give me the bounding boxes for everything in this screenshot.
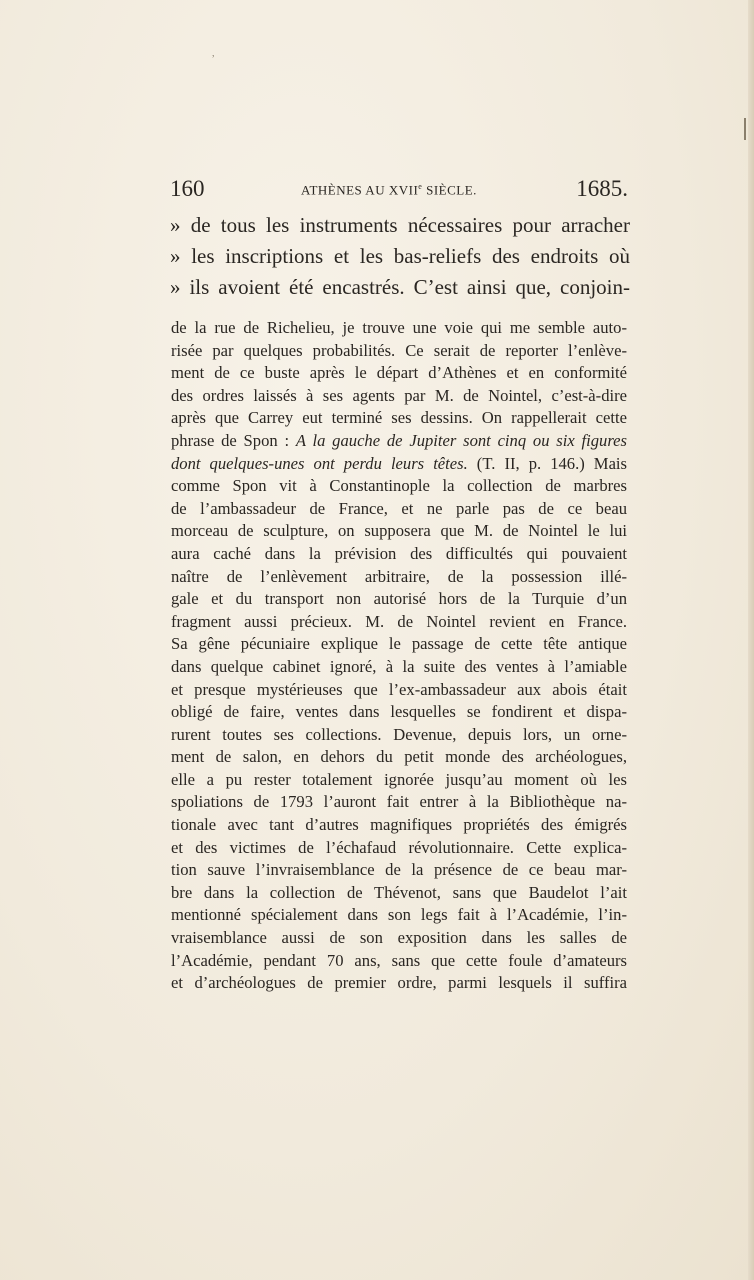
- text-line: [171, 453, 627, 476]
- text-line: [171, 746, 627, 769]
- header-year: 1685.: [576, 176, 628, 201]
- text-segment: gale et du transport non autorisé hors de la Turquie d’un: [171, 589, 627, 609]
- text-segment: naître de l’enlèvement arbitraire, de la possession illé-: [171, 566, 627, 586]
- text-line: [171, 475, 627, 498]
- quote-line: » ils avoient été encastrés. C’est ainsi que, conjoin-: [170, 275, 630, 299]
- text-segment: aura caché dans la prévision des difficultés qui pouvaient: [171, 543, 627, 563]
- running-title: ATHÈNES AU XVIIe SIÈCLE.: [301, 182, 477, 198]
- text-segment: vraisemblance aussi de son exposition dans les salles de: [171, 928, 627, 948]
- text-segment: phrase de Spon :: [171, 430, 296, 450]
- text-segment: et presque mystérieuses que l’ex-ambassadeur aux abois était: [171, 679, 627, 699]
- body-text: [171, 317, 627, 995]
- text-line: [171, 385, 627, 408]
- text-segment: mentionné spécialement dans son legs fait à l’Académie, l’in-: [171, 905, 627, 925]
- text-segment: tionale avec tant d’autres magnifiques propriétés des émigrés: [171, 815, 627, 835]
- text-line: [171, 520, 627, 543]
- text-line: [171, 566, 627, 589]
- text-line: [171, 633, 627, 656]
- text-line: [171, 611, 627, 634]
- text-segment: morceau de sculpture, on supposera que M. de Nointel le lui: [171, 521, 627, 541]
- text-segment: ment de salon, en dehors du petit monde des archéologues,: [171, 747, 627, 767]
- quote-line: » de tous les instruments nécessaires pour arracher: [170, 213, 630, 237]
- text-segment: fragment aussi précieux. M. de Nointel revient en France.: [171, 611, 627, 631]
- quotation-block: [170, 210, 630, 303]
- text-segment: obligé de faire, ventes dans lesquelles se fondirent et dispa-: [171, 702, 627, 722]
- text-segment: comme Spon vit à Constantinople la collection de marbres: [171, 476, 627, 496]
- text-segment: de la rue de Richelieu, je trouve une voie qui me semble auto-: [171, 318, 627, 337]
- text-segment: rurent toutes ses collections. Devenue, depuis lors, un orne-: [171, 724, 627, 744]
- text-segment: spoliations de 1793 l’auront fait entrer à la Bibliothèque na-: [171, 792, 627, 812]
- text-segment: des ordres laissés à ses agents par M. de Nointel, c’est-à-dire: [171, 385, 627, 405]
- text-line: [171, 882, 627, 905]
- text-segment: l’Académie, pendant 70 ans, sans que cette foule d’amateurs: [171, 950, 627, 970]
- text-segment: tion sauve l’invraisemblance de la présence de ce beau mar-: [171, 860, 627, 880]
- text-line: [171, 904, 627, 927]
- text-line: [171, 950, 627, 973]
- text-segment: Sa gêne pécuniaire explique le passage de cette tête antique: [171, 634, 627, 654]
- text-line: [171, 837, 627, 860]
- text-line: [171, 430, 627, 453]
- page-edge: [748, 0, 754, 1280]
- text-segment: elle a pu rester totalement ignorée jusqu’au moment où les: [171, 769, 627, 789]
- text-segment: risée par quelques probabilités. Ce serait de reporter l’enlève-: [171, 340, 627, 360]
- quote-line: » les inscriptions et les bas-reliefs des endroits où: [170, 244, 630, 268]
- margin-mark: [744, 118, 746, 140]
- pencil-mark: ,: [212, 48, 215, 59]
- text-line: [171, 859, 627, 882]
- text-segment: après que Carrey eut terminé ses dessins. On rappellerait cette: [171, 408, 627, 428]
- text-segment: (T. II, p. 146.) Mais: [467, 453, 627, 473]
- text-line: [171, 656, 627, 679]
- text-line: [171, 679, 627, 702]
- text-line: [171, 498, 627, 521]
- text-segment: dans quelque cabinet ignoré, à la suite des ventes à l’amiable: [171, 656, 627, 676]
- page-number: 160: [170, 176, 205, 201]
- text-line: [171, 362, 627, 385]
- text-line: [171, 407, 627, 430]
- text-line: [171, 317, 627, 340]
- italic-segment: dont quelques-unes ont perdu leurs têtes.: [171, 453, 468, 473]
- text-line: [171, 972, 627, 995]
- italic-segment: A la gauche de Jupiter sont cinq ou six figures: [295, 430, 627, 450]
- text-line: [171, 927, 627, 950]
- text-line: [171, 791, 627, 814]
- text-segment: de l’ambassadeur de France, et ne parle pas de ce beau: [171, 498, 627, 518]
- text-line: [171, 769, 627, 792]
- text-line: [171, 588, 627, 611]
- text-line: [171, 724, 627, 747]
- text-line: [171, 340, 627, 363]
- text-segment: ment de ce buste après le départ d’Athènes et en conformité: [171, 363, 627, 383]
- text-line: [171, 543, 627, 566]
- text-segment: bre dans la collection de Thévenot, sans que Baudelot l’ait: [171, 882, 627, 902]
- running-header: [170, 176, 628, 210]
- text-segment: et des victimes de l’échafaud révolutionnaire. Cette explica-: [171, 837, 627, 857]
- text-line: [171, 814, 627, 837]
- text-segment: et d’archéologues de premier ordre, parmi lesquels il suffira: [171, 973, 627, 993]
- text-line: [171, 701, 627, 724]
